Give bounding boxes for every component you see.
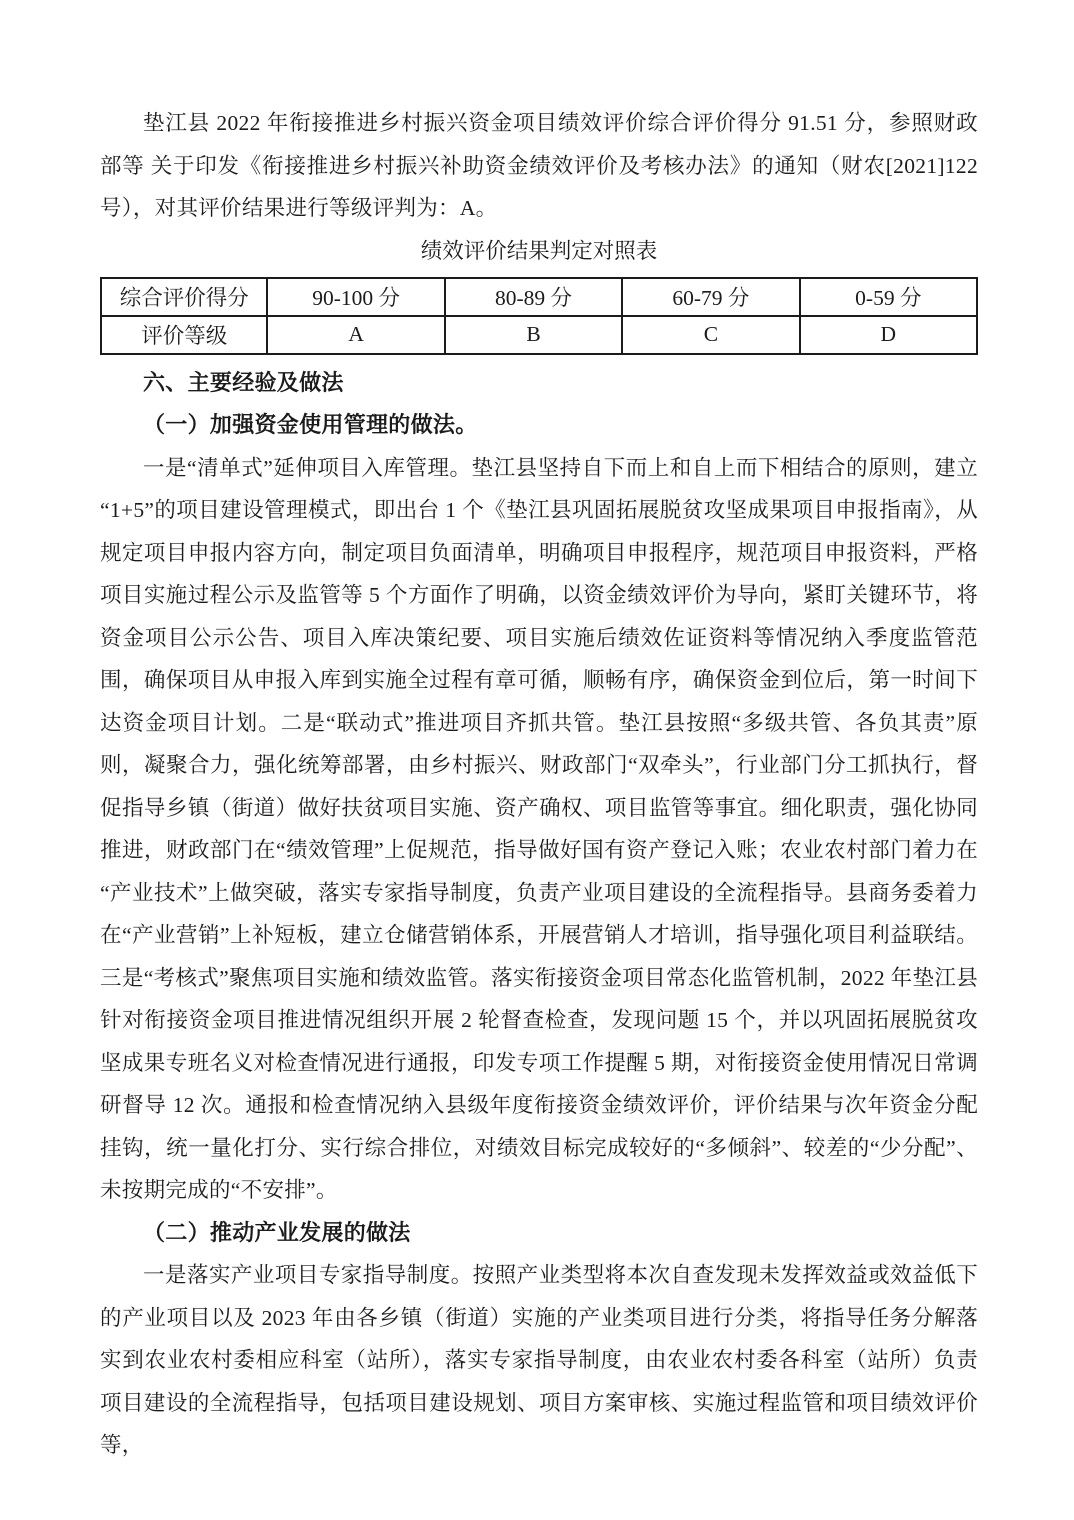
table-row-grade [101,316,977,354]
table-cell: B [445,316,622,354]
table-cell: 90-100 分 [267,278,444,316]
table-caption: 绩效评价结果判定对照表 [420,238,658,263]
subsection-heading-industry-development: （二）推动产业发展的做法 [143,1219,411,1245]
table-cell: 评价等级 [101,316,267,354]
table-cell: C [622,316,799,354]
table-cell: A [267,316,444,354]
evaluation-grade-table [100,277,978,355]
table-cell: 综合评价得分 [101,278,267,316]
paragraph-industry-development-practices: 一是落实产业项目专家指导制度。按照产业类型将本次自查发现未发挥效益或效益低下的产业项目以及 2023 年由各乡镇（街道）实施的产业类项目进行分类，将指导任务分解落实到农业农村委相应科室（站所），落实专家指导制度，由农业农村委各科室（站所）负责项目建设的全流程指导，包括项目建设规划、项目方案审核、实施过程监管和项目绩效评价等， [100,1263,978,1457]
paragraph-fund-management-practices: 一是“清单式”延伸项目入库管理。垫江县坚持自下而上和自上而下相结合的原则，建立“1+5”的项目建设管理模式，即出台 1 个《垫江县巩固拓展脱贫攻坚成果项目申报指南》，从规定项目申报内容方向，制定项目负面清单，明确项目申报程序，规范项目申报资料，严格项目实施过程公示及监管等 5 个方面作了明确，以资金绩效评价为导向，紧盯关键环节，将资金项目公示公告、项目入库决策纪要、项目实施后绩效佐证资料等情况纳入季度监管范围，确保项目从申报入库到实施全过程有章可循，顺畅有序，确保资金到位后，第一时间下达资金项目计划。二是“联动式”推进项目齐抓共管。垫江县按照“多级共管、各负其责”原则，凝聚合力，强化统筹部署，由乡村振兴、财政部门“双牵头”，行业部门分工抓执行，督促指导乡镇（街道）做好扶贫项目实施、资产确权、项目监管等事宜。细化职责，强化协同推进，财政部门在“绩效管理”上促规范，指导做好国有资产登记入账；农业农村部门着力在“产业技术”上做突破，落实专家指导制度，负责产业项目建设的全流程指导。县商务委着力在“产业营销”上补短板，建立仓储营销体系，开展营销人才培训，指导强化项目利益联结。三是“考核式”聚焦项目实施和绩效监管。落实衔接资金项目常态化监管机制，2022 年垫江县针对衔接资金项目推进情况组织开展 2 轮督查检查，发现问题 15 个，并以巩固拓展脱贫攻坚成果专班名义对检查情况进行通报，印发专项工作提醒 5 期，对衔接资金使用情况日常调研督导 12 次。通报和检查情况纳入县级年度衔接资金绩效评价，评价结果与次年资金分配挂钩，统一量化打分、实行综合排位，对绩效目标完成较好的“多倾斜”、较差的“少分配”、未按期完成的“不安排”。 [100,455,978,1202]
table-cell: 60-79 分 [622,278,799,316]
table-cell: D [800,316,977,354]
subsection-heading-fund-management: （一）加强资金使用管理的做法。 [143,412,478,437]
section-heading-experience: 六、主要经验及做法 [143,369,344,395]
table-cell: 80-89 分 [445,278,622,316]
paragraph-evaluation-score: 垫江县 2022 年衔接推进乡村振兴资金项目绩效评价综合评价得分 91.51 分，参照财政部等 关于印发《衔接推进乡村振兴补助资金绩效评价及考核办法》的通知（财农[2021]122 号），对其评价结果进行等级评判为：A。 [100,111,978,220]
table-cell: 0-59 分 [800,278,977,316]
table-row-score-range [101,278,977,316]
